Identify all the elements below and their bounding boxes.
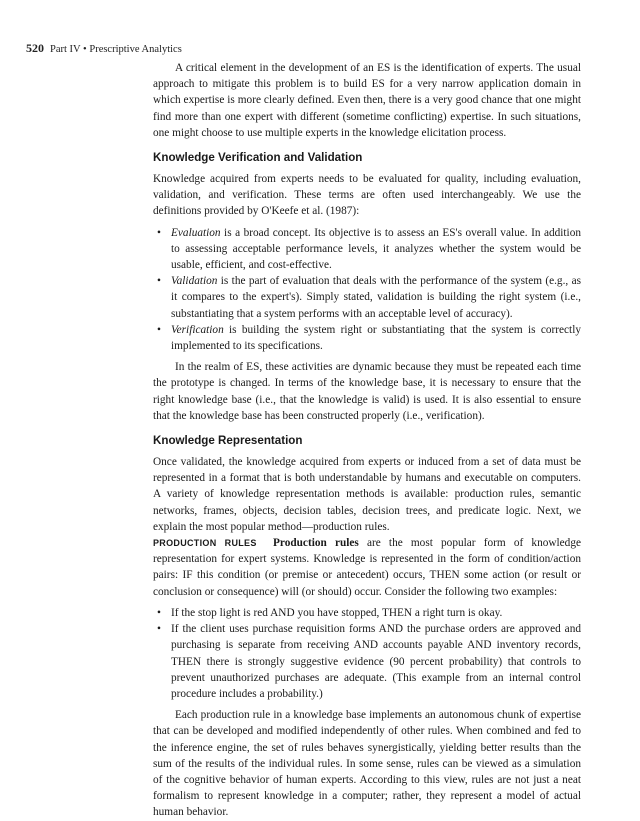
page-number: 520 xyxy=(26,41,44,55)
list-item: • If the stop light is red AND you have stopped, THEN a right turn is okay. xyxy=(153,605,581,621)
section-heading-verification: Knowledge Verification and Validation xyxy=(153,151,363,165)
definition-verification: is building the system right or substantiating that the system is correctly implemented to its specifications. xyxy=(171,323,581,353)
running-header xyxy=(26,41,182,56)
production-rules-paragraph xyxy=(153,535,581,600)
production-rules-text: are the most popular form of knowledge representation for expert systems. Knowledge is represented in the form of condition/action pairs: IF this condition (or premise or antecedent) occurs, THEN some action (or result or conclusion or consequence) will (or should) occur. Consider the following two examples: xyxy=(153,537,581,598)
running-title: Part IV • Prescriptive Analytics xyxy=(50,44,182,55)
list-item: • If the client uses purchase requisition forms AND the purchase orders are approved and purchasing is separate from receiving AND accounts payable AND inventory records, THEN there is strongly suggestive evidence (90 percent probability) that controls to prevent unauthorized purchases are adequate. (This example from an internal control procedure includes a probability.) xyxy=(153,621,581,702)
representation-paragraph: Once validated, the knowledge acquired from experts or induced from a set of data must be represented in a format that is both understandable by humans and executable on computers. A variety of knowledge representation methods is available: production rules, semantic networks, frames, objects, decision tables, decision trees, and predicate logic. Next, we explain the most popular method—production rules. xyxy=(153,456,581,533)
definition-evaluation: is a broad concept. Its objective is to assess an ES's overall value. In addition to assessing acceptable performance levels, it analyzes whether the system would be usable, efficient, and cost-effective. xyxy=(171,226,581,272)
example-list xyxy=(153,605,581,702)
es-realm-paragraph: In the realm of ES, these activities are dynamic because they must be repeated each time the prototype is changed. In terms of the knowledge base, it is necessary to ensure that the right knowledge base (i.e., that the knowledge is valid) is used. It is also essential to ensure that the knowledge base has been constructed properly (i.e., verification). xyxy=(153,361,581,422)
runin-label: PRODUCTION RULES xyxy=(153,538,257,549)
verification-paragraph: Knowledge acquired from experts needs to be evaluated for quality, including evaluation, validation, and verification. These terms are often used interchangeably. We use the definitions provided by O'Keefe et al. (1987): xyxy=(153,173,581,218)
body-text xyxy=(153,60,581,821)
list-item xyxy=(153,225,581,274)
list-item xyxy=(153,322,581,354)
definition-validation: is the part of evaluation that deals with the performance of the system (e.g., as it compares to the expert's). Simply stated, validation is building the right system (i.e., substantiating that a system performs with an acceptable level of accuracy). xyxy=(171,275,581,320)
term-evaluation: Evaluation xyxy=(171,226,221,239)
closing-paragraph: Each production rule in a knowledge base implements an autonomous chunk of expertise that can be developed and modified independently of other rules. When combined and fed to the inference engine, the set of rules behaves synergistically, yielding better results than the sum of the results of the individual rules. In some sense, rules can be viewed as a simulation of the cognitive behavior of human experts. According to this view, rules are not just a neat formalism to represent knowledge in a computer; rather, they represent a model of actual human behavior. xyxy=(153,709,581,819)
intro-paragraph: A critical element in the development of an ES is the identification of experts. The usual approach to mitigate this problem is to build ES for a very narrow application domain in which expertise is more clearly defined. Even then, there is a very good chance that one might find more than one expert with different (sometime conflicting) expertise. In such situations, one might choose to use multiple experts in the knowledge elicitation process. xyxy=(153,62,581,139)
section-heading-representation: Knowledge Representation xyxy=(153,434,303,448)
list-item xyxy=(153,273,581,322)
term-validation: Validation xyxy=(171,275,218,288)
term-verification: Verification xyxy=(171,323,224,336)
definition-list xyxy=(153,225,581,355)
runin-title: Production rules xyxy=(273,537,359,550)
